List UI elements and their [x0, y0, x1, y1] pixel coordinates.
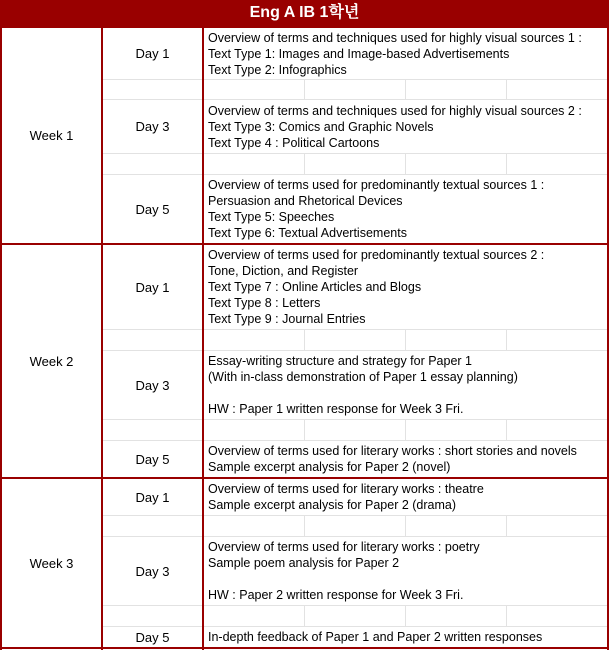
gridline: [405, 515, 406, 536]
gridline: [405, 419, 406, 440]
gridline: [405, 79, 406, 100]
day-label: Day 5: [135, 451, 170, 467]
border-bottom: [0, 647, 609, 649]
gridline: [102, 515, 609, 516]
gridline: [506, 329, 507, 350]
gridline: [506, 79, 507, 100]
gridline: [102, 419, 609, 420]
gridline: [304, 419, 305, 440]
week-label: Week 3: [29, 555, 74, 571]
gridline: [102, 153, 609, 154]
gridline: [304, 605, 305, 626]
week-label: Week 1: [29, 128, 74, 143]
week-label: Week 2: [29, 353, 74, 369]
day-label: Day 3: [135, 377, 170, 393]
sheet-title: Eng A IB 1학년: [0, 0, 609, 26]
gridline: [304, 153, 305, 174]
day-label: Day 5: [135, 201, 170, 217]
lesson-content: Essay-writing structure and strategy for Paper 1 (With in-class demonstration of Paper 1 essay planning) HW : Paper 1 written response for Week 3 Fri.: [208, 354, 518, 416]
lesson-content: Overview of terms used for predominantly textual sources 1 : Persuasion and Rhetorical Devices Text Type 5: Speeches Text Type 6: Textual Advertisements: [208, 178, 545, 240]
lesson-content: Overview of terms and techniques used for highly visual sources 1 : Text Type 1: Images and Image-based Advertisements Text Type 2: Infographics: [208, 30, 582, 77]
day-label: Day 3: [135, 119, 170, 134]
gridline: [405, 329, 406, 350]
gridline: [506, 153, 507, 174]
lesson-content: Overview of terms used for literary works : poetry Sample poem analysis for Paper 2 HW : Paper 2 written response for Week 3 Fri.: [208, 540, 480, 602]
gridline: [405, 153, 406, 174]
lesson-content: In-depth feedback of Paper 1 and Paper 2 written responses: [208, 630, 543, 644]
gridline: [304, 329, 305, 350]
gridline: [405, 605, 406, 626]
gridline: [304, 515, 305, 536]
day-label: Day 3: [135, 563, 170, 579]
day-label: Day 1: [135, 279, 170, 295]
gridline: [102, 79, 609, 80]
lesson-content: Overview of terms used for literary works : short stories and novels Sample excerpt analysis for Paper 2 (novel): [208, 444, 577, 474]
day-label: Day 5: [135, 629, 170, 645]
lesson-content: Overview of terms used for predominantly textual sources 2 : Tone, Diction, and Register Text Type 7 : Online Articles and Blogs Text Type 8 : Letters Text Type 9 : Journal Entries: [208, 248, 545, 326]
gridline: [506, 605, 507, 626]
gridline: [506, 515, 507, 536]
gridline: [102, 605, 609, 606]
gridline: [102, 329, 609, 330]
day-label: Day 1: [135, 489, 170, 505]
day-label: Day 1: [135, 46, 170, 61]
lesson-content: Overview of terms used for literary works : theatre Sample excerpt analysis for Paper 2 (drama): [208, 482, 484, 512]
lesson-content: Overview of terms and techniques used for highly visual sources 2 : Text Type 3: Comics and Graphic Novels Text Type 4 : Political Cartoons: [208, 103, 582, 150]
gridline: [506, 419, 507, 440]
gridline: [304, 79, 305, 100]
